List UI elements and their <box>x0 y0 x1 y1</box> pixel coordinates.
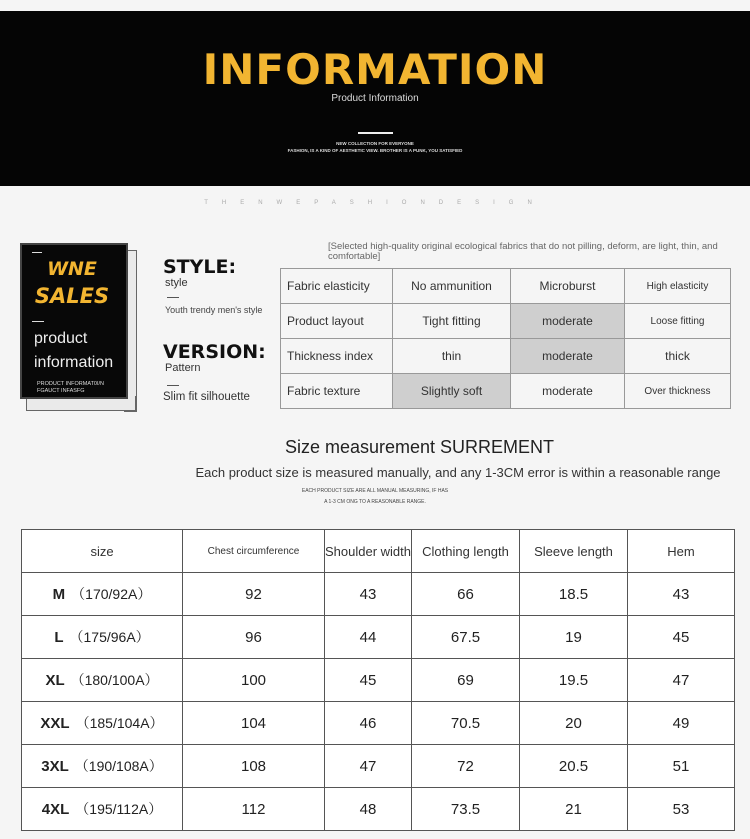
size-value: 69 <box>412 659 520 702</box>
size-value: 96 <box>183 616 325 659</box>
size-value: 47 <box>628 659 735 702</box>
attribute-row <box>281 304 731 339</box>
size-table-header: size <box>22 530 183 573</box>
size-small-note: EACH PRODUCT SIZE ARE ALL MANUAL MEASURING, IF HAS <box>301 488 449 494</box>
logo-text-sales: SALES <box>34 284 110 308</box>
size-value: 47 <box>325 745 412 788</box>
version-description: Slim fit silhouette <box>163 391 250 403</box>
size-value: 20.5 <box>520 745 628 788</box>
style-divider <box>167 297 179 298</box>
attribute-value: Slightly soft <box>393 374 511 409</box>
size-code: 3XL <box>41 758 69 775</box>
size-value: 66 <box>412 573 520 616</box>
size-value: 72 <box>412 745 520 788</box>
box-rule <box>32 252 42 253</box>
size-value: 70.5 <box>412 702 520 745</box>
banner-subtitle: Product Information <box>331 93 419 104</box>
attribute-label: Thickness index <box>281 339 393 374</box>
attribute-value: thick <box>625 339 731 374</box>
attribute-row <box>281 269 731 304</box>
design-spaced-text: THENWEPASHIONDESIGN <box>204 200 546 206</box>
size-table-header: Hem <box>628 530 735 573</box>
size-code: XXL <box>40 715 70 732</box>
banner-tagline-secondary: FASHION, IS A KIND OF AESTHETIC VIEW. BROTHER IS A PUNK, YOU SATISFIED <box>287 148 463 153</box>
attribute-value: moderate <box>511 374 625 409</box>
box-product-label: product <box>34 330 88 347</box>
attribute-row <box>281 339 731 374</box>
attribute-value: No ammunition <box>393 269 511 304</box>
attribute-value: thin <box>393 339 511 374</box>
size-value: 49 <box>628 702 735 745</box>
table-row <box>22 659 735 702</box>
size-code: M <box>52 586 66 603</box>
style-heading: STYLE: <box>163 256 237 278</box>
attribute-label: Fabric elasticity <box>281 269 393 304</box>
size-value: 20 <box>520 702 628 745</box>
size-label <box>22 659 183 702</box>
attribute-value: Tight fitting <box>393 304 511 339</box>
size-label <box>22 616 183 659</box>
banner-tagline: NEW COLLECTION FOR EVERYONE <box>336 141 414 146</box>
attribute-row <box>281 374 731 409</box>
size-value: 43 <box>325 573 412 616</box>
size-spec: （185/104A） <box>75 715 164 731</box>
attribute-label: Fabric texture <box>281 374 393 409</box>
table-row <box>22 573 735 616</box>
size-label <box>22 573 183 616</box>
size-code: L <box>54 629 64 646</box>
size-spec: （175/96A） <box>69 629 150 645</box>
size-section-title: Size measurement SURREMENT <box>284 437 555 457</box>
size-label <box>22 788 183 831</box>
size-label <box>22 702 183 745</box>
size-small-note: A 1-3 CM ONG TO A REASONABLE RANGE. <box>324 499 426 505</box>
logo-text: WNE <box>47 258 97 280</box>
version-divider <box>167 385 179 386</box>
version-heading: VERSION: <box>163 341 266 363</box>
version-subheading: Pattern <box>165 362 201 374</box>
size-chart-table <box>21 529 735 831</box>
table-row <box>22 745 735 788</box>
size-value: 73.5 <box>412 788 520 831</box>
attribute-value: moderate <box>511 339 625 374</box>
box-small-text: FGAUCT INFASFG <box>37 388 85 394</box>
fabric-intro-note: [Selected high-quality original ecological fabrics that do not pilling, deform, are light, thin, and comfortable] <box>328 241 718 262</box>
size-value: 18.5 <box>520 573 628 616</box>
size-spec: （170/92A） <box>71 586 152 602</box>
table-row <box>22 702 735 745</box>
size-table-header: Chest circumference <box>183 530 325 573</box>
size-value: 48 <box>325 788 412 831</box>
size-value: 51 <box>628 745 735 788</box>
size-value: 104 <box>183 702 325 745</box>
box-information-label: information <box>34 354 114 371</box>
size-value: 45 <box>628 616 735 659</box>
size-value: 21 <box>520 788 628 831</box>
size-spec: （180/100A） <box>70 672 159 688</box>
box-small-text: PRODUCT INFORMAT0I/N <box>37 381 105 387</box>
size-value: 67.5 <box>412 616 520 659</box>
size-value: 92 <box>183 573 325 616</box>
attribute-value: Loose fitting <box>625 304 731 339</box>
information-banner <box>0 11 750 186</box>
style-subheading: style <box>165 277 188 289</box>
box-rule <box>32 321 44 322</box>
attribute-value: Over thickness <box>625 374 731 409</box>
banner-title: INFORMATION <box>202 45 548 94</box>
attribute-label: Product layout <box>281 304 393 339</box>
size-value: 19.5 <box>520 659 628 702</box>
attribute-value: Microburst <box>511 269 625 304</box>
attribute-value: moderate <box>511 304 625 339</box>
size-spec: （190/108A） <box>74 758 163 774</box>
table-row <box>22 616 735 659</box>
size-value: 112 <box>183 788 325 831</box>
size-table-header: Clothing length <box>412 530 520 573</box>
attribute-value: High elasticity <box>625 269 731 304</box>
size-spec: （195/112A） <box>75 801 163 817</box>
size-label <box>22 745 183 788</box>
table-row <box>22 788 735 831</box>
size-section-note: Each product size is measured manually, and any 1-3CM error is within a reasonable range <box>195 465 721 480</box>
fabric-attribute-table <box>280 268 731 409</box>
size-code: XL <box>45 672 65 689</box>
size-value: 100 <box>183 659 325 702</box>
size-value: 43 <box>628 573 735 616</box>
size-value: 19 <box>520 616 628 659</box>
banner-divider <box>358 132 393 134</box>
size-value: 44 <box>325 616 412 659</box>
size-code: 4XL <box>41 801 70 818</box>
size-value: 53 <box>628 788 735 831</box>
size-table-header: Sleeve length <box>520 530 628 573</box>
size-value: 108 <box>183 745 325 788</box>
style-description: Youth trendy men's style <box>165 305 263 315</box>
size-value: 45 <box>325 659 412 702</box>
size-table-header: Shoulder width <box>325 530 412 573</box>
size-value: 46 <box>325 702 412 745</box>
